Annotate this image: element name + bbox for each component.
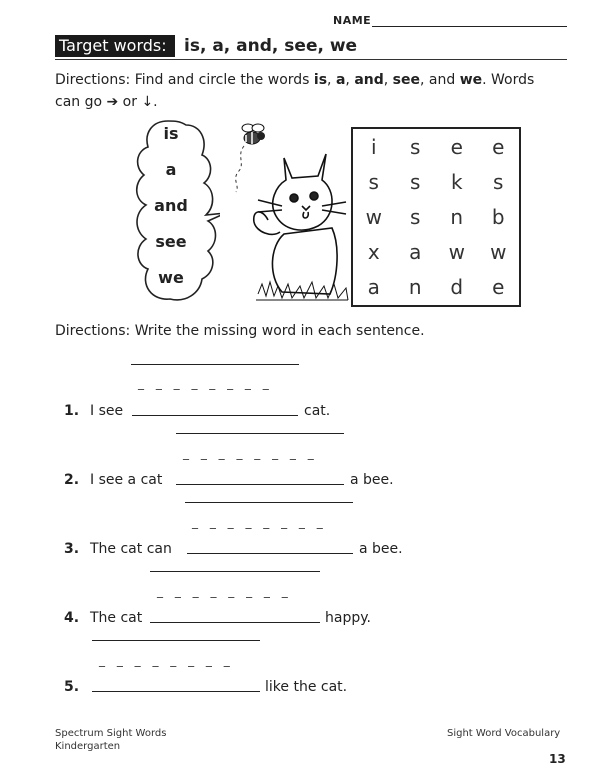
- separator: , and: [419, 72, 460, 88]
- grid-row: [353, 164, 519, 199]
- cat-icon: [254, 154, 346, 294]
- grid-cell[interactable]: i: [370, 134, 377, 159]
- bank-word-see: see: [155, 232, 187, 251]
- title-divider: [55, 59, 567, 60]
- tracing-top-line: [92, 640, 260, 641]
- separator: ,: [383, 72, 393, 88]
- grid-row: [353, 129, 519, 164]
- title-label: Target words:: [55, 35, 175, 57]
- sentence-before: The cat can: [90, 541, 172, 557]
- grid-cell[interactable]: s: [368, 169, 379, 194]
- grid-row: [353, 199, 519, 234]
- bank-word-we: we: [158, 268, 184, 287]
- grid-cell[interactable]: w: [490, 240, 507, 265]
- sentence-before: The cat: [90, 610, 143, 626]
- bank-word-a: a: [165, 160, 177, 179]
- grid-cell[interactable]: w: [448, 240, 465, 265]
- grid-cell[interactable]: e: [492, 134, 505, 159]
- grid-cell[interactable]: s: [410, 169, 421, 194]
- sentence-after: cat.: [304, 403, 331, 419]
- directions-lead: Directions: Find and circle the words: [55, 72, 314, 88]
- cat-and-bee-illustration: [222, 116, 350, 310]
- directions-line2: can go ➔ or ↓.: [55, 94, 158, 110]
- answer-line-5[interactable]: [92, 691, 260, 692]
- grid-cell[interactable]: e: [492, 275, 505, 300]
- grid-row: [353, 270, 519, 305]
- directions-write: Directions: Write the missing word in each sentence.: [55, 323, 425, 339]
- answer-line-4[interactable]: [150, 622, 320, 623]
- grid-cell[interactable]: a: [367, 275, 380, 300]
- answer-line-3[interactable]: [187, 553, 353, 554]
- footer-section: Sight Word Vocabulary: [447, 728, 561, 739]
- sentence-number: 5.: [64, 679, 80, 695]
- answer-line-1[interactable]: [132, 415, 298, 416]
- title-target-words: is, a, and, see, we: [184, 36, 358, 56]
- page-number: 13: [549, 752, 566, 766]
- name-field-line[interactable]: [372, 26, 567, 27]
- separator: ,: [327, 72, 336, 88]
- tracing-dashes: _ _ _ _ _ _ _ _: [138, 376, 273, 390]
- answer-line-2[interactable]: [176, 484, 344, 485]
- name-label: NAME: [333, 14, 372, 27]
- grid-cell[interactable]: d: [450, 275, 464, 300]
- directions-tail: . Words: [482, 72, 535, 88]
- grid-cell[interactable]: x: [367, 240, 380, 265]
- bank-word-and: and: [154, 196, 188, 215]
- sentence-4: [64, 609, 142, 627]
- bee-icon: [236, 124, 265, 192]
- tracing-dashes: _ _ _ _ _ _ _ _: [192, 515, 327, 529]
- footer-publisher: [55, 727, 166, 753]
- sentence-number: 2.: [64, 472, 80, 488]
- grid-cell[interactable]: s: [410, 204, 421, 229]
- sentence-1: [64, 402, 123, 420]
- grid-cell[interactable]: n: [450, 204, 464, 229]
- tracing-dashes: _ _ _ _ _ _ _ _: [99, 653, 234, 667]
- grid-cell[interactable]: a: [409, 240, 422, 265]
- target-word-is: is: [313, 72, 328, 88]
- sentence-number: 1.: [64, 403, 80, 419]
- target-word-see: see: [392, 72, 420, 88]
- grid-cell[interactable]: w: [365, 204, 382, 229]
- tracing-top-line: [185, 502, 353, 503]
- tracing-top-line: [131, 364, 299, 365]
- tracing-dashes: _ _ _ _ _ _ _ _: [157, 584, 292, 598]
- footer-grade: Kindergarten: [55, 741, 121, 752]
- sentence-before: I see a cat: [90, 472, 163, 488]
- sentence-before: I see: [90, 403, 124, 419]
- sentence-after: a bee.: [350, 472, 394, 488]
- tracing-top-line: [176, 433, 344, 434]
- grid-cell[interactable]: e: [450, 134, 463, 159]
- sentence-after: a bee.: [359, 541, 403, 557]
- word-search-grid[interactable]: [351, 127, 521, 307]
- sentence-3: [64, 540, 172, 558]
- grid-cell[interactable]: s: [493, 169, 504, 194]
- grid-row: [353, 235, 519, 270]
- grid-cell[interactable]: s: [410, 134, 421, 159]
- target-word-a: a: [335, 72, 346, 88]
- tracing-dashes: _ _ _ _ _ _ _ _: [183, 446, 318, 460]
- separator: ,: [345, 72, 355, 88]
- sentence-number: 3.: [64, 541, 80, 557]
- sentence-after: happy.: [325, 610, 371, 626]
- sentence-2: [64, 471, 162, 489]
- target-word-and: and: [354, 72, 384, 88]
- sentence-after: like the cat.: [265, 679, 348, 695]
- footer-series: Spectrum Sight Words: [55, 728, 167, 739]
- grid-cell[interactable]: n: [408, 275, 422, 300]
- bank-word-is: is: [163, 124, 179, 143]
- grid-cell[interactable]: b: [491, 204, 505, 229]
- grid-cell[interactable]: k: [450, 169, 463, 194]
- target-word-we: we: [459, 72, 483, 88]
- tracing-top-line: [150, 571, 320, 572]
- sentence-5: [64, 678, 90, 696]
- sentence-number: 4.: [64, 610, 80, 626]
- directions-find: [55, 69, 565, 113]
